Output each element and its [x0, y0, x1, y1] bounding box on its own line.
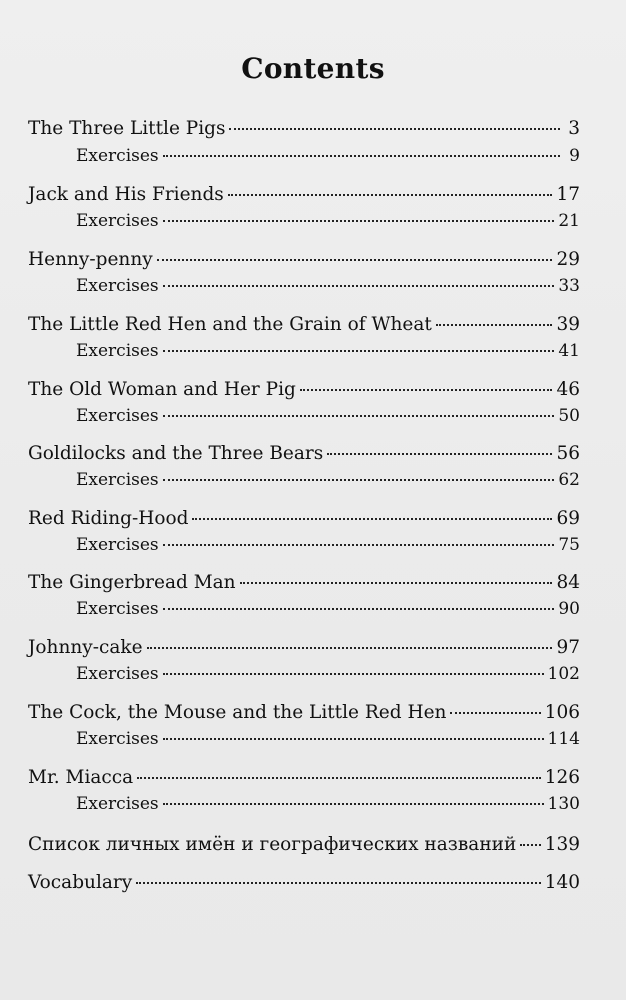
toc-entry-page: 114 [547, 729, 580, 749]
table-of-contents [28, 0, 580, 1000]
toc-subentry [76, 406, 580, 432]
toc-subentry [76, 211, 580, 237]
toc-entry-title: Exercises [76, 535, 159, 555]
dot-leader [163, 285, 555, 287]
toc-entry-page: 97 [556, 637, 580, 658]
dot-leader [163, 738, 544, 740]
dot-leader [137, 777, 541, 779]
toc-entry-page: 84 [556, 572, 580, 593]
toc-entry-title: Exercises [76, 341, 159, 361]
toc-entry-title: Johnny-cake [28, 637, 143, 658]
toc-entry-title: Exercises [76, 729, 159, 749]
toc-entry-title: Henny-penny [28, 249, 153, 270]
toc-subentry [76, 341, 580, 367]
dot-leader [192, 518, 552, 520]
page-title: Contents [241, 52, 385, 85]
toc-entry-page: 17 [556, 184, 580, 205]
toc-entry [28, 637, 580, 663]
toc-entry-page: 50 [558, 406, 580, 426]
toc-entry [28, 443, 580, 469]
toc-entry-page: 69 [556, 508, 580, 529]
toc-entry-page: 75 [558, 535, 580, 555]
toc-subentry [76, 729, 580, 755]
toc-entry [28, 702, 580, 728]
toc-entry-title: The Gingerbread Man [28, 572, 236, 593]
toc-entry-page: 130 [547, 794, 580, 814]
toc-entry-page: 21 [558, 211, 580, 231]
dot-leader [229, 128, 560, 130]
dot-leader [327, 453, 552, 455]
toc-entry-page: 140 [544, 872, 580, 893]
toc-entry-title: Exercises [76, 794, 159, 814]
toc-entry-page: 9 [569, 146, 580, 166]
toc-subentry [76, 470, 580, 496]
toc-entry-page: 106 [544, 702, 580, 723]
toc-entry-title: Exercises [76, 470, 159, 490]
dot-leader [147, 647, 553, 649]
toc-subentry [76, 664, 580, 690]
toc-entry [28, 184, 580, 210]
dot-leader [163, 415, 555, 417]
toc-entry-title: Exercises [76, 664, 159, 684]
toc-entry-title: Goldilocks and the Three Bears [28, 443, 324, 464]
dot-leader [163, 803, 544, 805]
toc-entry-page: 102 [547, 664, 580, 684]
dot-leader [450, 712, 540, 714]
toc-entry-page: 126 [544, 767, 580, 788]
toc-entry-page: 29 [556, 249, 580, 270]
toc-entry-page: 62 [558, 470, 580, 490]
toc-entry-title: The Cock, the Mouse and the Little Red Hen [28, 702, 447, 723]
dot-leader [136, 882, 540, 884]
toc-entry-title: The Little Red Hen and the Grain of Wheat [28, 314, 432, 335]
toc-entry [28, 872, 580, 898]
toc-entry-title: Red Riding-Hood [28, 508, 189, 529]
toc-entry-title: Exercises [76, 146, 159, 166]
toc-entry-title: Exercises [76, 211, 159, 231]
dot-leader [300, 389, 553, 391]
toc-entry-title: The Old Woman and Her Pig [28, 379, 296, 400]
dot-leader [163, 350, 555, 352]
dot-leader [163, 544, 555, 546]
toc-entry-page: 41 [558, 341, 580, 361]
toc-entry-title: Vocabulary [28, 872, 133, 893]
toc-entry-page: 33 [558, 276, 580, 296]
toc-entry-title: The Three Little Pigs [28, 118, 226, 139]
toc-entry [28, 767, 580, 793]
toc-entry-page: 139 [544, 834, 580, 855]
toc-entry-page: 90 [558, 599, 580, 619]
toc-entry [28, 249, 580, 275]
toc-entry-page: 3 [568, 118, 580, 139]
dot-leader [163, 220, 555, 222]
dot-leader [228, 194, 553, 196]
dot-leader [163, 673, 544, 675]
toc-entry-title: Список личных имён и географических названий [28, 834, 517, 855]
toc-entry-title: Exercises [76, 406, 159, 426]
toc-entry-page: 56 [556, 443, 580, 464]
toc-entry [28, 118, 580, 144]
dot-leader [157, 259, 553, 261]
toc-entry [28, 508, 580, 534]
toc-entry [28, 314, 580, 340]
toc-entry-title: Jack and His Friends [28, 184, 224, 205]
toc-entry-title: Mr. Miacca [28, 767, 134, 788]
toc-subentry [76, 794, 580, 820]
toc-subentry [76, 146, 580, 172]
dot-leader [163, 608, 555, 610]
dot-leader [240, 582, 553, 584]
toc-entry-title: Exercises [76, 599, 159, 619]
dot-leader [520, 844, 540, 846]
toc-entry-page: 39 [556, 314, 580, 335]
toc-entry-title: Exercises [76, 276, 159, 296]
toc-subentry [76, 276, 580, 302]
toc-entry [28, 379, 580, 405]
dot-leader [163, 155, 560, 157]
dot-leader [436, 324, 553, 326]
dot-leader [163, 479, 555, 481]
toc-entry [28, 572, 580, 598]
toc-subentry [76, 535, 580, 561]
toc-entry-page: 46 [556, 379, 580, 400]
toc-subentry [76, 599, 580, 625]
toc-entry [28, 834, 580, 860]
